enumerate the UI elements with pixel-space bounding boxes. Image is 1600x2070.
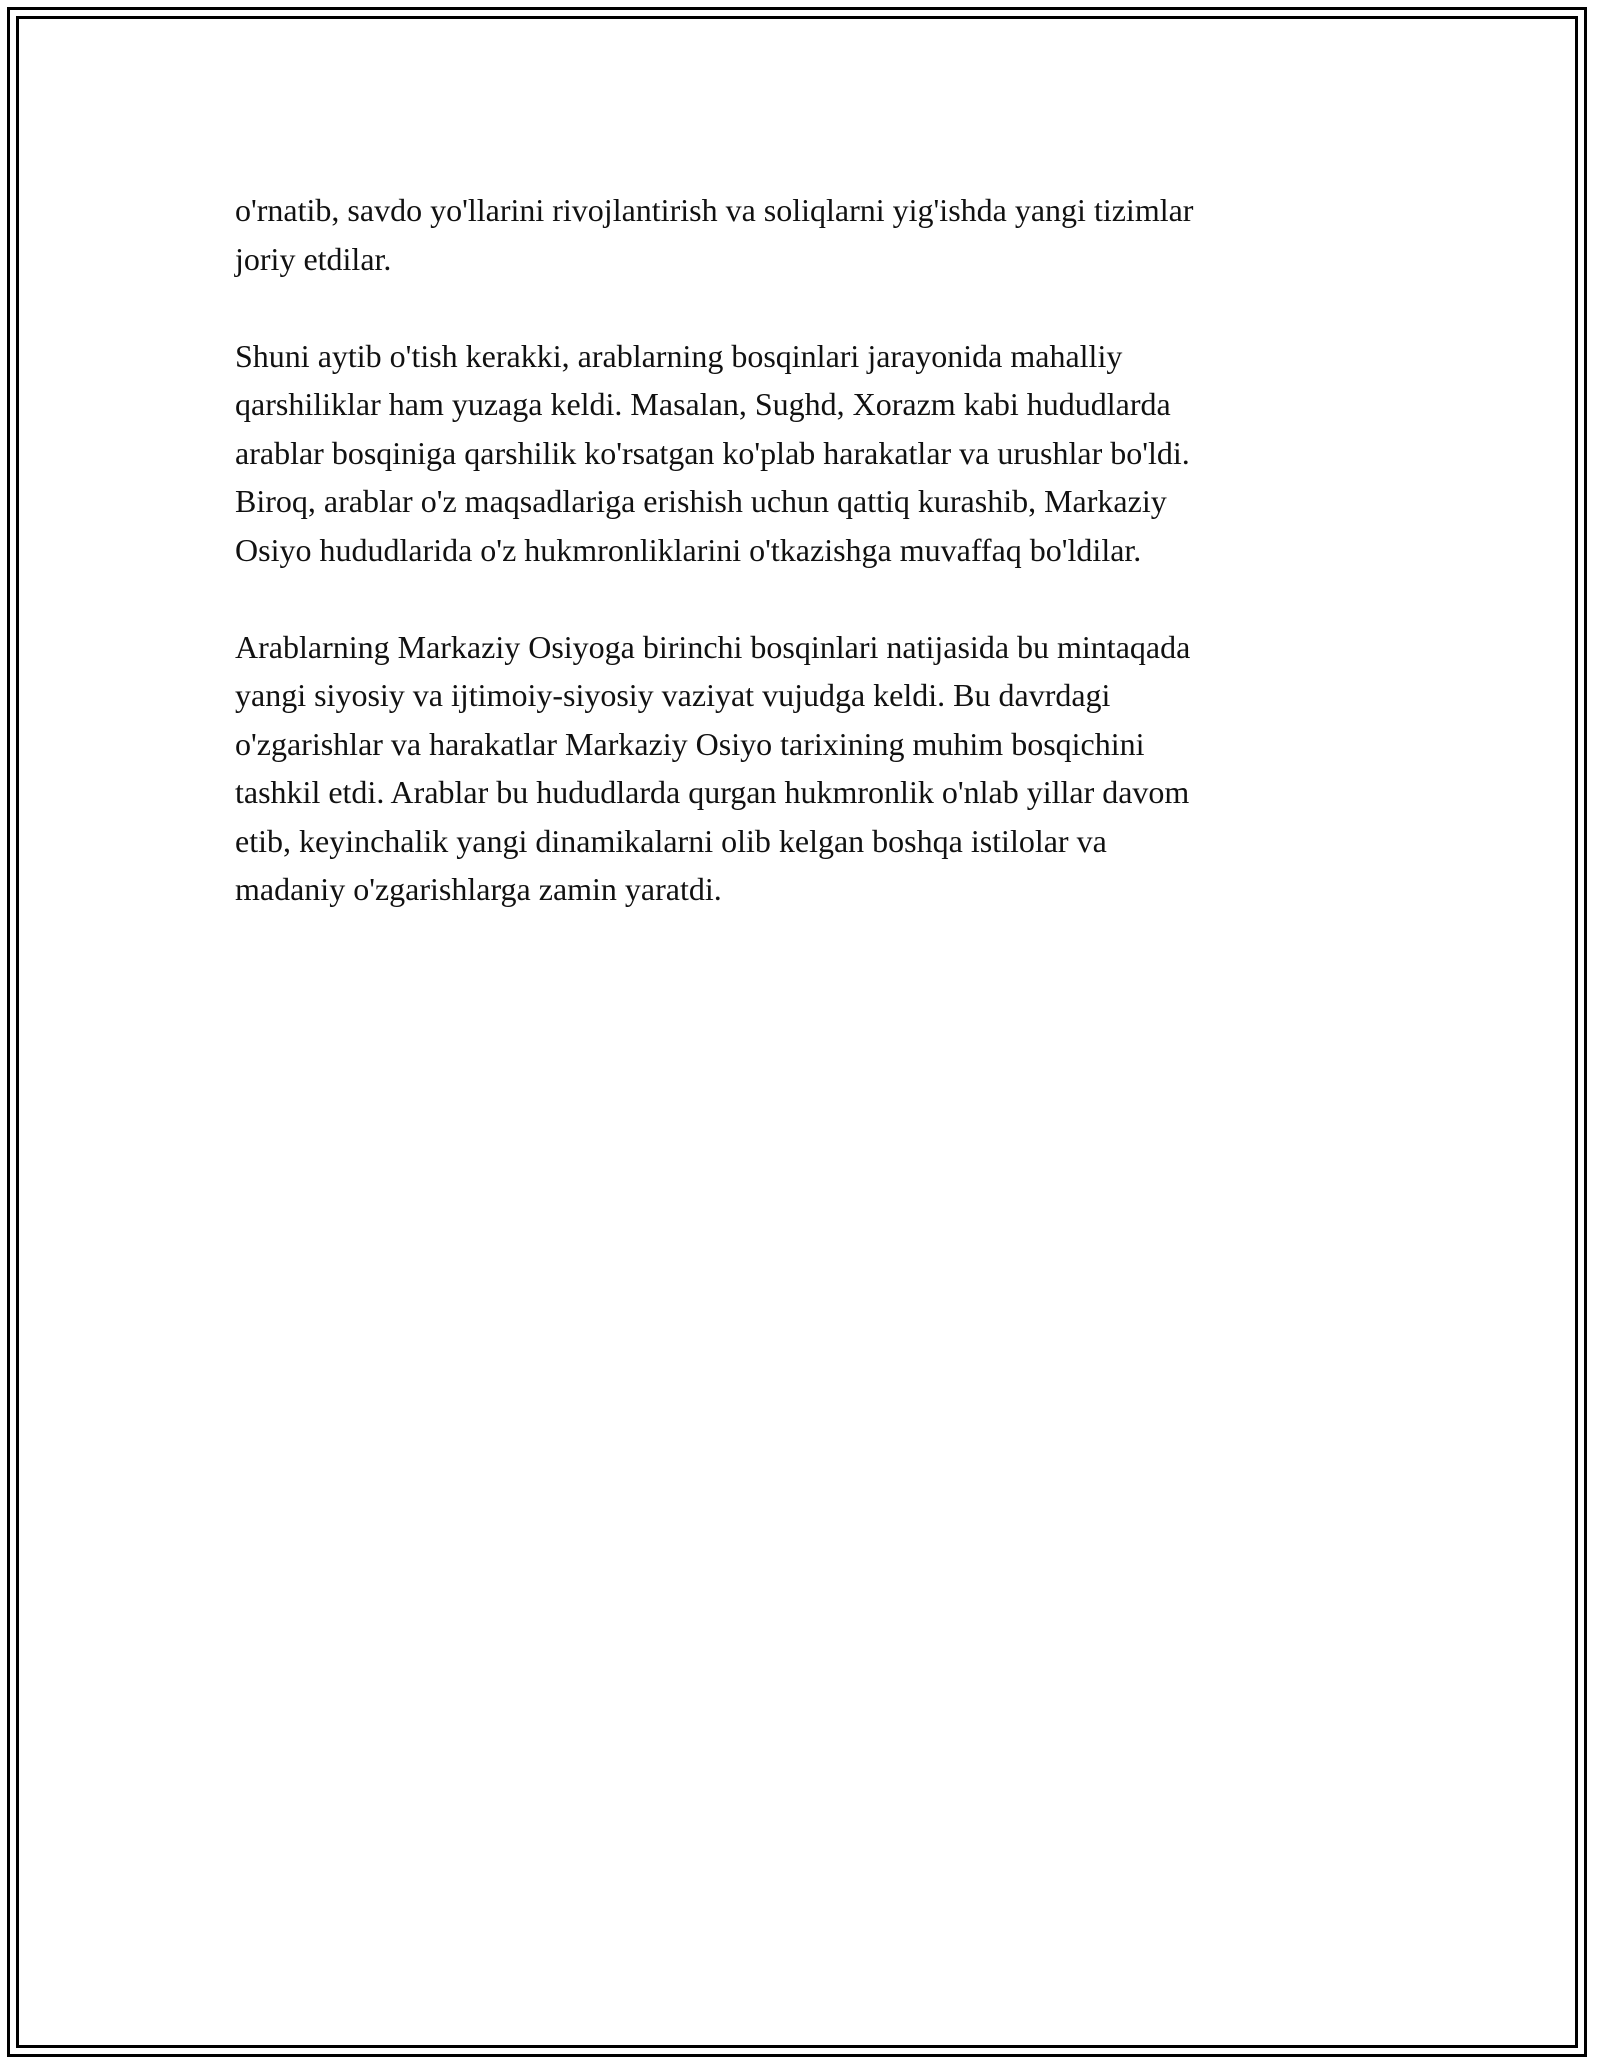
text-line: Arablarning Markaziy Osiyoga birinchi bosqinlari natijasida bu mintaqada: [235, 628, 1191, 665]
document-body: [235, 186, 1365, 914]
paragraph-2: [235, 332, 1365, 575]
text-line: joriy etdilar.: [235, 240, 392, 277]
text-line: yangi siyosiy va ijtimoiy-siyosiy vaziyat vujudga keldi. Bu davrdagi: [235, 677, 1111, 713]
paragraph-spacer: [235, 574, 1365, 623]
paragraph-1: [235, 186, 1365, 283]
paragraph-spacer: [235, 283, 1365, 332]
paragraph-3: [235, 623, 1365, 914]
text-line: Osiyo hududlarida o'z hukmronliklarini o'tkazishga muvaffaq bo'ldilar.: [235, 531, 1142, 568]
text-line: etib, keyinchalik yangi dinamikalarni olib kelgan boshqa istilolar va: [235, 822, 1107, 859]
text-line: o'rnatib, savdo yo'llarini rivojlantirish va soliqlarni yig'ishda yangi tizimlar: [235, 192, 1194, 228]
text-line: Biroq, arablar o'z maqsadlariga erishish uchun qattiq kurashib, Markaziy: [235, 483, 1167, 519]
text-line: o'zgarishlar va harakatlar Markaziy Osiyo tarixining muhim bosqichini: [235, 725, 1145, 762]
text-line: arablar bosqiniga qarshilik ko'rsatgan ko'plab harakatlar va urushlar bo'ldi.: [235, 434, 1190, 471]
text-line: tashkil etdi. Arablar bu hududlarda qurgan hukmronlik o'nlab yillar davom: [235, 774, 1190, 810]
text-line: Shuni aytib o'tish kerakki, arablarning bosqinlari jarayonida mahalliy: [235, 337, 1123, 374]
text-line: qarshiliklar ham yuzaga keldi. Masalan, Sughd, Xorazm kabi hududlarda: [235, 386, 1171, 422]
text-line: madaniy o'zgarishlarga zamin yaratdi.: [235, 871, 722, 907]
